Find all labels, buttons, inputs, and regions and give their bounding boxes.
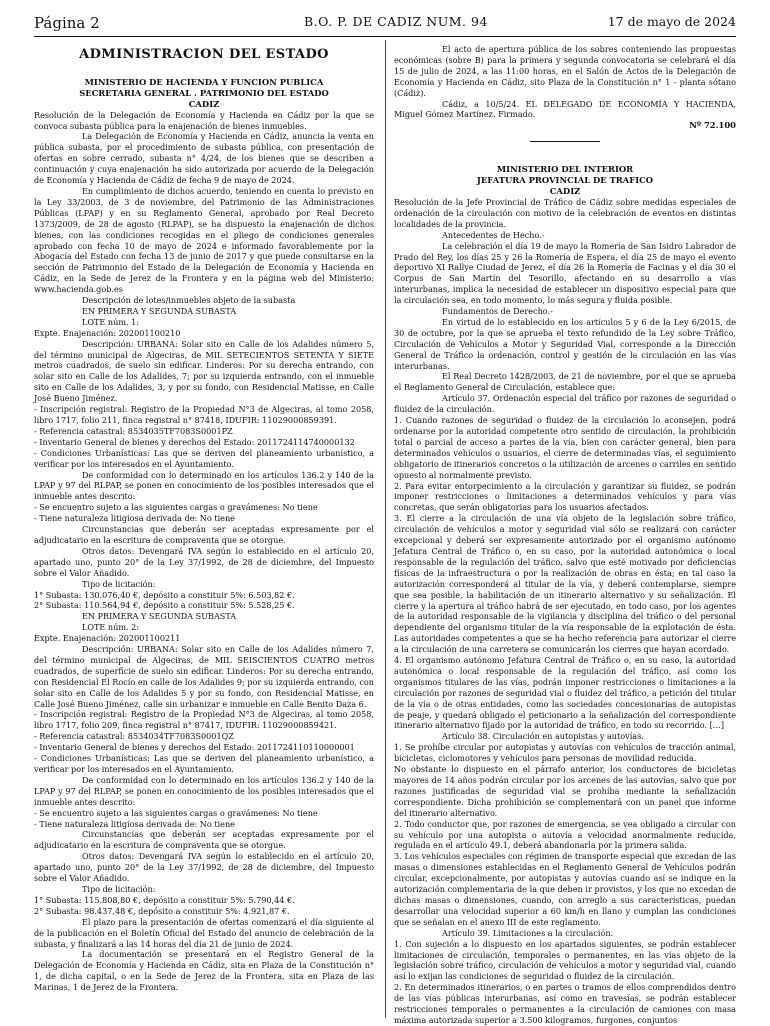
paragraph: Tipo de licitación: bbox=[82, 883, 156, 894]
paragraph: No obstante lo dispuesto en el párrafo anterior, los conductores de bicicletas mayores de 14 años podrán circular por los arcenes de las autovías, salvo que por razones justificadas de seguridad vial se prohíba mediante la señalización correspondiente. Dicha prohibición se complementará con un panel que informe del itinerario alternativo. bbox=[394, 764, 736, 818]
paragraph: De conformidad con lo determinado en los artículos 136.2 y 140 de la LPAP y 97 del RLPAP, se ponen en conocimiento de los posibles interesados que el inmueble antes descrito: bbox=[34, 469, 374, 502]
paragraph: Descripción de lotes/inmuebles objeto de la subasta bbox=[82, 295, 296, 306]
page-number: Página 2 bbox=[34, 14, 100, 32]
paragraph: - Tiene naturaleza litigiosa derivada de: No tiene bbox=[34, 818, 235, 829]
issue-date: 17 de mayo de 2024 bbox=[607, 14, 736, 29]
paragraph: 2° Subasta: 98.437,48 €, depósito a constituir 5%: 4.921,87 €. bbox=[34, 905, 290, 916]
paragraph: Otros datos: Devengará IVA según lo establecido en el artículo 20, apartado uno, punto 20° de la Ley 37/1992, de 28 de diciembre, del Impuesto sobre el Valor Añadido. bbox=[34, 851, 374, 884]
paragraph: El acto de apertura pública de los sobres conteniendo las propuestas económicas (sobre B) para la primera y segunda convocatoria se celebrará el día 15 de julio de 2024, a las 11:00 horas, en el Salón de Actos de la Delegación de Economía y Hacienda en Cádiz, sito Plaza de la Constitución n° 1 - planta sótano (Cádiz). bbox=[394, 44, 736, 98]
paragraph: 2° Subasta: 110.564,94 €, depósito a constituir 5%: 5.528,25 €. bbox=[34, 600, 295, 611]
paragraph: De conformidad con lo determinado en los artículos 136.2 y 140 de la LPAP y 97 del RLPAP, se ponen en conocimiento de los posibles interesados que el inmueble antes descrito: bbox=[34, 774, 374, 807]
paragraph: - Condiciones Urbanísticas: Las que se deriven del planeamiento urbanístico, a verificar por los interesados en el Ayuntamiento. bbox=[34, 753, 374, 774]
paragraph: 3. El cierre a la circulación de una vía objeto de la legislación sobre tráfico, circulación de vehículos a motor y seguridad vial sólo se realizará con carácter excepcional y deberá ser expresamente autorizado por el organismo autónomo Jefatura Central de Tráfico o, en su caso, por la autoridad autonómica o local responsable de la regulación del tráfico, salvo que esté motivado por deficiencias físicas de la infraestructura o por la realización de obras en ésta; en tal caso la autorización corresponderá al titular de la vía, y deberá contemplarse, siempre que sea posible, la habilitación de un itinerario alternativo y su señalización. El cierre y la apertura al tráfico habrá de ser ejecutado, en todo caso, por los agentes de la autoridad responsable de la vigilancia y disciplina del tráfico o del personal dependiente del organismo titular de la vía responsable de la explotación de ésta. Las autoridades competentes a que se ha hecho referencia para autorizar el cierre a la circulación de una carretera se comunicarán los cierres que hayan acordado. bbox=[394, 513, 736, 655]
paragraph: - Referencia catastral: 8534034TF7083S0001QZ bbox=[34, 731, 234, 742]
paragraph: Artículo 38. Circulación en autopistas y autovías. bbox=[442, 731, 644, 742]
paragraph: - Inventario General de bienes y derechos del Estado: 2011724114740000132 bbox=[34, 436, 355, 447]
paragraph: - Inscripción registral: Registro de la Propiedad N°3 de Algeciras, al tomo 2058, libro 1717, folio 211, finca registral n° 87418, IDUFIR: 11029000859391. bbox=[34, 404, 374, 425]
paragraph: EN PRIMERA Y SEGUNDA SUBASTA bbox=[82, 611, 237, 622]
paragraph: - Condiciones Urbanísticas: Las que se deriven del planeamiento urbanístico, a verificar por los interesados en el Ayuntamiento. bbox=[34, 447, 374, 469]
section-heading: ADMINISTRACION DEL ESTADO bbox=[79, 47, 329, 62]
paragraph: EN PRIMERA Y SEGUNDA SUBASTA bbox=[82, 305, 237, 316]
section-heading: CADIZ bbox=[549, 186, 581, 197]
paragraph: Antecedentes de Hecho.- bbox=[442, 229, 545, 240]
paragraph: - Referencia catastral: 8534035TF7083S0001PZ bbox=[34, 425, 233, 436]
paragraph: - Tiene naturaleza litigiosa derivada de: No tiene bbox=[34, 513, 235, 524]
paragraph: - Se encuentro sujeto a las siguientes cargas o gravámenes: No tiene bbox=[34, 502, 318, 513]
paragraph: 2. Todo conductor que, por razones de emergencia, se vea obligado a circular con su vehículo por una autopista o autovía a velocidad anormalmente reducida, regulada en el artículo 49.1, deberá abandonarla por la primera salida. bbox=[394, 818, 736, 851]
paragraph: Otros datos: Devengará IVA según lo establecido en el artículo 20, apartado uno, punto 20° de la Ley 37/1992, de 28 de diciembre, del Impuesto sobre el Valor Añadido. bbox=[34, 545, 374, 578]
paragraph: Descripción: URBANA: Solar sito en Calle de los Adalides número 5, del término municipal de Algeciras, de MIL SETECIENTOS SETENTA Y SIETE metros cuadrados, de suelo sin edificar. Linderos: Por su derecha entrando, con solar sito en Calle de los Adalides, 7; por su izquierda entrando, con el inmueble sito en Calle de los Adalides, 3, y por su fondo, con Residencial Matisse, en Calle José Bueno Jiménez. bbox=[34, 338, 374, 404]
paragraph: En virtud de lo establecido en los artículos 5 y 6 de la Ley 6/2015, de 30 de octubre, por la que se aprueba el texto refundido de la Ley sobre Tráfico, Circulación de Vehículos a Motor y Seguridad Vial, corresponde a la Dirección General de Tráfico la ordenación, control y gestión de la circulación en las vías interurbanas. bbox=[394, 316, 736, 371]
paragraph: Resolución de la Delegación de Economía y Hacienda en Cádiz por la que se convoca subasta pública para la enajenación de bienes inmuebles. bbox=[34, 109, 374, 131]
header-rule bbox=[34, 36, 736, 37]
right-column bbox=[394, 44, 736, 1026]
paragraph: Circunstancias que deberán ser aceptadas expresamente por el adjudicatario en la escritura de compraventa que se otorgue. bbox=[34, 524, 374, 545]
bulletin-title: B.O. P. DE CADIZ NUM. 94 bbox=[304, 14, 488, 29]
paragraph: 4. El organismo autónomo Jefatura Central de Tráfico o, en su caso, la autoridad autonómica o local responsable de la regulación del tráfico, así como los organismos titulares de las vías, podrán imponer restricciones o limitaciones a la circulación por razones de seguridad vial o fluidez del tráfico, a petición del titular de la vía o de otras entidades, como las sociedades concesionarias de autopistas de peaje, y quedará obligado el peticionario a la señalización del correspondiente itinerario alternativo fijado por la autoridad de tráfico, en todo su recorrido. […] bbox=[394, 655, 736, 731]
paragraph: Expte. Enajenación: 202001100210 bbox=[34, 327, 181, 338]
column-divider bbox=[385, 40, 386, 1018]
section-heading: Nº 72.100 bbox=[689, 120, 736, 131]
paragraph: 1. Con sujeción a lo dispuesto en los apartados siguientes, se podrán establecer limitaciones de circulación, temporales o permanentes, en las vías objeto de la legislación sobre tráfico, circulación de vehículos a motor y seguridad vial, cuando así lo exijan las condiciones de seguridad o fluidez de la circulación. bbox=[394, 938, 736, 982]
left-column bbox=[34, 44, 374, 993]
section-heading: JEFATURA PROVINCIAL DE TRAFICO bbox=[476, 175, 654, 186]
paragraph: LOTE núm. 2: bbox=[82, 622, 140, 633]
paragraph: 1° Subasta: 130.076,40 €, depósito a constituir 5%: 6.503,82 €. bbox=[34, 589, 295, 600]
section-heading: MINISTERIO DEL INTERIOR bbox=[496, 164, 634, 175]
section-heading: CADIZ bbox=[188, 98, 220, 109]
paragraph: Artículo 39. Limitaciones a la circulación. bbox=[442, 927, 614, 938]
paragraph: En cumplimiento de dichos acuerdo, teniendo en cuenta lo previsto en la Ley 33/2003, de 3 de noviembre, del Patrimonio de las Administraciones Públicas (LPAP) y en su Reglamento General, aprobado por Real Decreto 1373/2009, de 28 de agosto (RLPAP), se ha dispuesto la enajenación de dichos bienes, con las condiciones recogidas en el pliego de condiciones generales aprobado con fecha 10 de mayo de 2024 e informado favorablemente por la Abogacía del Estado con fecha 13 de junio de 2017 y que puede consultarse en la sección de Patrimonio del Estado de la Delegación de Economía y Hacienda en Cádiz, en la Sede de Jerez de la Frontera y en la página web del Ministerio: www.hacienda.gob.es bbox=[34, 185, 374, 295]
paragraph: Tipo de licitación: bbox=[82, 578, 156, 589]
paragraph: 2. Para evitar entorpecimiento a la circulación y garantizar su fluidez, se podrán imponer restricciones o limitaciones a determinados vehículos y para vías concretas, que serán obligatorias para los usuarios afectados. bbox=[394, 480, 736, 513]
paragraph: Cádiz, a 10/5/24. EL DELEGADO DE ECONOMÍA Y HACIENDA, Miguel Gómez Martínez. Firmado. bbox=[394, 98, 736, 120]
paragraph: La Delegación de Economía y Hacienda en Cádiz, anuncia la venta en pública subasta, por el procedimiento de subasta pública, con presentación de ofertas en sobre cerrado, subasta n° 4/24, de los bienes que se describen a continuación y cuya enajenación ha sido autorizada por acuerdo de la Delegación de Economía y Hacienda de Cádiz de fecha 9 de mayo de 2024. bbox=[34, 131, 374, 186]
paragraph: - Se encuentro sujeto a las siguientes cargas o gravámenes: No tiene bbox=[34, 807, 318, 818]
paragraph: Expte. Enajenación: 202001100211 bbox=[34, 633, 181, 644]
section-heading: SECRETARIA GENERAL . PATRIMONIO DEL ESTADO bbox=[79, 87, 329, 98]
paragraph: 1° Subasta: 115.808,80 €, depósito a constituir 5%: 5.790,44 €. bbox=[34, 894, 295, 905]
paragraph: 1. Cuando razones de seguridad o fluidez de la circulación lo aconsejen, podrá ordenarse por la autoridad competente otro sentido de circulación, la prohibición total o parcial de acceso a partes de la vía, bien con carácter general, bien para determinados vehículos o usuarios, el cierre de determinadas vías, el seguimiento obligatorio de itinerarios concretos o la utilización de arcenes o carriles en sentido opuesto al normalmente previsto. bbox=[394, 415, 736, 480]
paragraph: 1. Se prohíbe circular por autopistas y autovías con vehículos de tracción animal, bicicletas, ciclomotores y vehículos para personas de movilidad reducida. bbox=[394, 742, 736, 764]
section-heading: MINISTERIO DE HACIENDA Y FUNCION PUBLICA bbox=[84, 76, 324, 87]
page-header bbox=[34, 14, 736, 36]
paragraph: La celebración el día 19 de mayo la Romería de San Isidro Labrador de Prado del Rey, los días 25 y 26 la Romería de Espera, el día 25 de mayo el evento deportivo XI Rallye Ciudad de Jerez, el día 26 la Romería de Facinas y el día 30 el Corpus de San Martín del Tesorillo, afectando en su desarrollo a vías interurbanas, implica la necesidad de establecer un dispositivo especial para que la circulación sea, en todo momento, lo más segura y fluida posible. bbox=[394, 240, 736, 306]
paragraph: Artículo 37. Ordenación especial del tráfico por razones de seguridad o fluidez de la circulación. bbox=[394, 393, 736, 415]
paragraph: Circunstancias que deberán ser aceptadas expresamente por el adjudicatario en la escritura de compraventa que se otorgue. bbox=[34, 829, 374, 851]
paragraph: LOTE núm. 1: bbox=[82, 316, 140, 327]
paragraph: Fundamentos de Derecho.- bbox=[442, 306, 553, 317]
paragraph: Resolución de la Jefe Provincial de Tráfico de Cádiz sobre medidas especiales de ordenación de la circulación con motivo de la celebración de eventos en distintas localidades de la provincia. bbox=[394, 196, 736, 229]
paragraph: 2. En determinados itinerarios, o en partes o tramos de ellos comprendidos dentro de las vías públicas interurbanas, así como en travesías, se podrán establecer restricciones temporales o permanentes a la circulación de camiones con masa máxima autorizada superior a 3.500 kilogramos, furgones, conjuntos bbox=[394, 982, 736, 1025]
paragraph: - Inscripción registral: Registro de la Propiedad N°3 de Algeciras, al tomo 2058, libro 1717, folio 209, finca registral n° 87417, IDUFIR: 11029000859421. bbox=[34, 709, 374, 731]
paragraph: Descripción: URBANA: Solar sito en Calle de los Adalides número 7, del término municipal de Algeciras, de MIL SEISCIENTOS CUATRO metros cuadrados, de superficie de suelo sin edificar. Linderos: Por su derecha entrando, con Residencial El Rocío en calle de los Adalides 9; por su izquierda entrando, con solar sito en Calle de los Adalides 5 y por su fondo, con Residencial Matisse, en Calle José Bueno Jiménez, calle sin urbanizar e inmueble en Calle Benito Daza 6. bbox=[34, 644, 374, 709]
section-separator bbox=[530, 141, 600, 142]
paragraph: El plazo para la presentación de ofertas comenzará el día siguiente al de la publicación en el Boletín Oficial del Estado del anuncio de celebración de la subasta, y finalizará a las 14 horas del día 21 de junio de 2024. bbox=[34, 916, 374, 949]
paragraph: La documentación se presentará en el Registro General de la Delegación de Economía y Hacienda en Cádiz, sita en Plaza de la Constitución n° 1, de dicha capital, o en la Sede de Jerez de la Frontera, sita en Plaza de las Marinas, 1 de Jerez de la Frontera. bbox=[34, 949, 374, 993]
paragraph: - Inventario General de bienes y derechos del Estado: 2011724110110000001 bbox=[34, 742, 355, 753]
paragraph: 3. Los vehículos especiales con régimen de transporte especial que excedan de las masas o dimensiones establecidas en el Reglamento General de Vehículos podrán circular, excepcionalmente, por autopistas y autovías cuando así se indique en la autorización complementaria de la que deben ir provistos, y los que no excedan de dichas masas o dimensiones, cuando, con arreglo a sus características, puedan desarrollar una velocidad superior a 60 km/h en llano y cumplan las condiciones que se señalan en el anexo III de este reglamento. bbox=[394, 851, 736, 927]
paragraph: El Real Decreto 1428/2003, de 21 de noviembre, por el que se aprueba el Reglamento General de Circulación, establece que: bbox=[394, 371, 736, 393]
